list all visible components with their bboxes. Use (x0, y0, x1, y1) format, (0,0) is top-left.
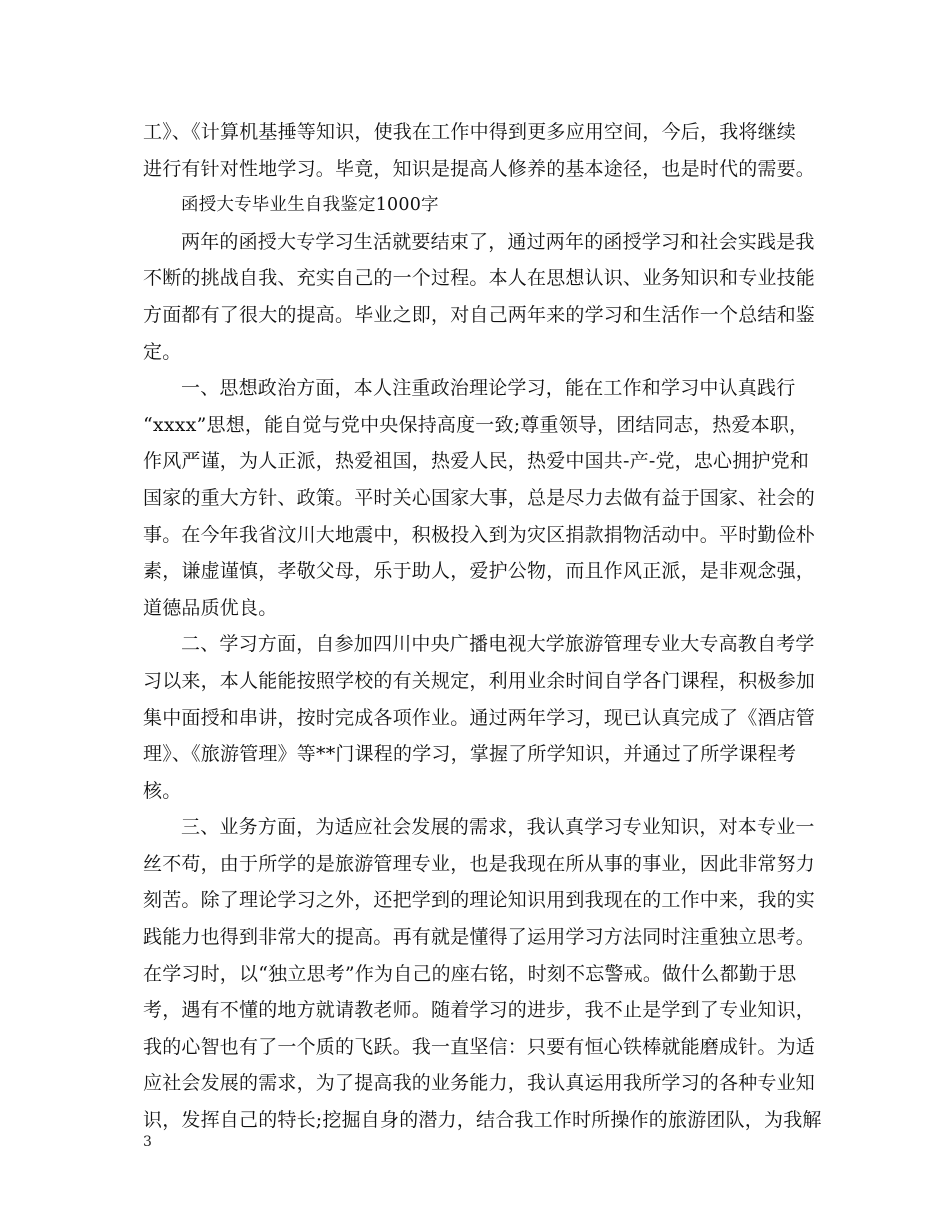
text-line: 在学习时，以“独立思考”作为自己的座右铭，时刻不忘警戒。做什么都勤于思 (143, 962, 797, 985)
text-line: 不断的挑战自我、充实自己的一个过程。本人在思想认识、业务知识和专业技能 (143, 267, 816, 290)
text-line: 方面都有了很大的提高。毕业之即，对自己两年来的学习和生活作一个总结和鉴 (143, 303, 816, 326)
text-line: 工》、《计算机基捶等知识，使我在工作中得到更多应用空间，今后，我将继续 (143, 121, 797, 143)
text-line: “xxxx”思想，能自觉与党中央保持高度一致;尊重领导，团结同志，热爱本职， (143, 413, 809, 436)
text-line: 二、学习方面，自参加四川中央广播电视大学旅游管理专业大专高教自考学 (181, 633, 815, 656)
text-line: 我的心智也有了一个质的飞跃。我一直坚信：只要有恒心铁棒就能磨成针。为适 (143, 1035, 816, 1058)
text-line: 一、思想政治方面，本人注重政治理论学习，能在工作和学习中认真践行 (181, 377, 796, 400)
text-line: 核。 (143, 779, 182, 802)
text-line: 丝不苟，由于所学的是旅游管理专业，也是我现在所从事的事业，因此非常努力 (143, 852, 816, 875)
text-line: 践能力也得到非常大的提高。再有就是懂得了运用学习方法同时注重独立思考。 (143, 926, 816, 949)
text-line: 习以来，本人能能按照学校的有关规定，利用业余时间自学各门课程，积极参加 (143, 669, 816, 692)
text-line: 道德品质优良。 (143, 596, 278, 619)
text-line: 应社会发展的需求，为了提高我的业务能力，我认真运用我所学习的各种专业知 (143, 1072, 816, 1095)
text-line: 两年的函授大专学习生活就要结束了，通过两年的函授学习和社会实践是我 (181, 230, 815, 253)
text-line: 刻苦。除了理论学习之外，还把学到的理论知识用到我现在的工作中来，我的实 (143, 889, 816, 912)
text-line: 集中面授和串讲，按时完成各项作业。通过两年学习，现已认真完成了《酒店管 (143, 706, 816, 729)
page-number: 3 (143, 1134, 152, 1150)
document-body (143, 114, 822, 1139)
text-line: 进行有针对性地学习。毕竟，知识是提高人修养的基本途径，也是时代的需要。 (143, 157, 816, 180)
text-line: 识，发挥自己的特长;挖掘自身的潜力，结合我工作时所操作的旅游团队，为我解 (143, 1109, 822, 1132)
text-line: 国家的重大方针、政策。平时关心国家大事，总是尽力去做有益于国家、社会的 (143, 486, 816, 509)
section-heading: 函授大专毕业生自我鉴定1000字 (181, 195, 439, 216)
text-line: 素，谦虚谨慎，孝敬父母，乐于助人，爱护公物，而且作风正派，是非观念强， (143, 560, 816, 583)
text-line: 事。在今年我省汶川大地震中，积极投入到为灾区捐款捐物活动中。平时勤俭朴 (143, 523, 816, 546)
text-line: 定。 (143, 340, 182, 363)
text-line: 作风严谨，为人正派，热爱祖国，热爱人民，热爱中国共-产-党，忠心拥护党和 (143, 450, 810, 473)
text-line: 理》、《旅游管理》等**门课程的学习，掌握了所学知识，并通过了所学课程考 (143, 743, 797, 766)
text-line: 考，遇有不懂的地方就请教老师。随着学习的进步，我不止是学到了专业知识， (143, 999, 816, 1022)
text-line: 三、业务方面，为适应社会发展的需求，我认真学习专业知识，对本专业一 (181, 816, 815, 839)
